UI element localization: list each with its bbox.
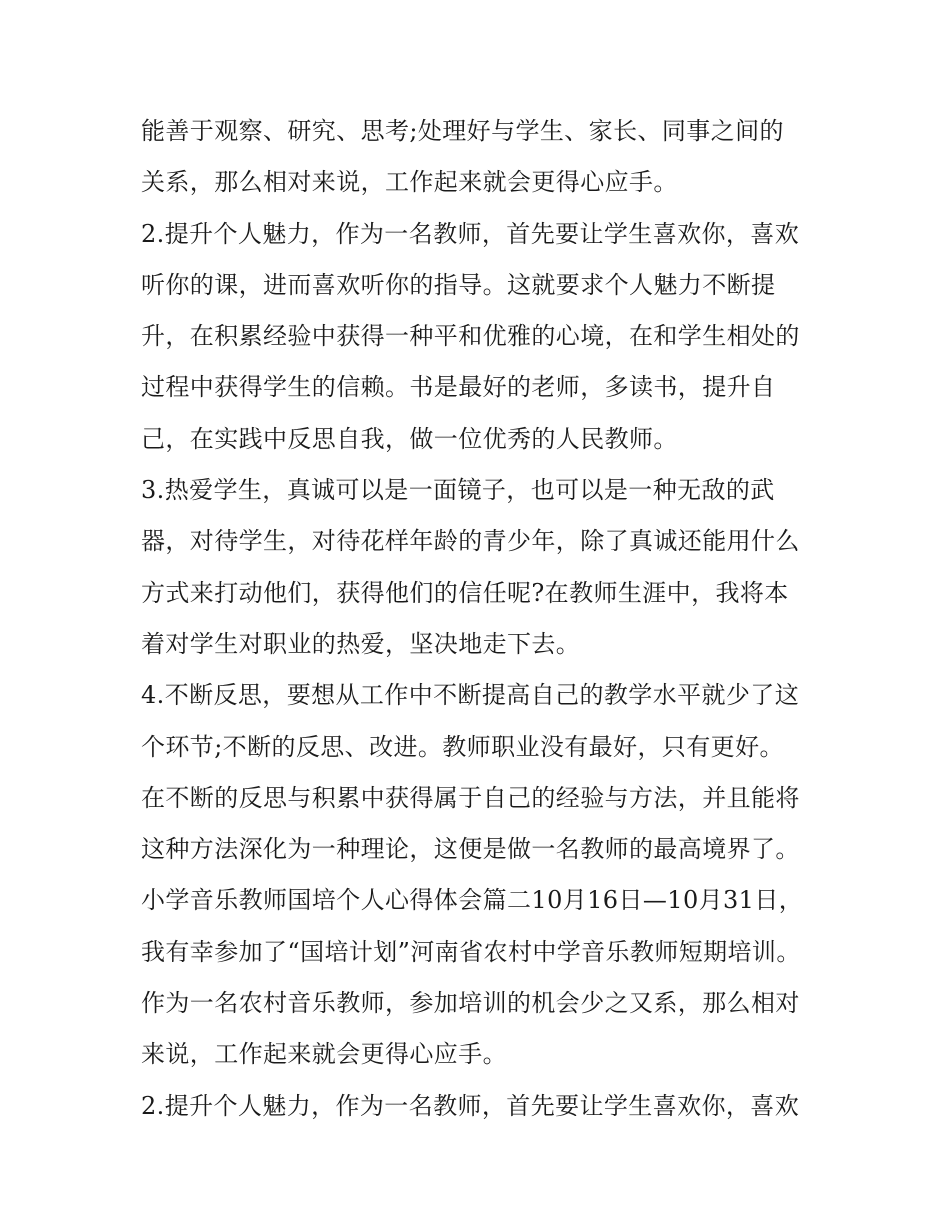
- text-line: 2.提升个人魅力，作为一名教师，首先要让学生喜欢你，喜欢: [141, 219, 800, 248]
- body-text: [141, 106, 821, 1132]
- text-line: 这种方法深化为一种理论，这便是做一名教师的最高境界了。: [141, 835, 800, 864]
- text-line: 3.热爱学生，真诚可以是一面镜子，也可以是一种无敌的武: [141, 476, 775, 505]
- text-line: 着对学生对职业的热爱，坚决地走下去。: [141, 629, 581, 658]
- text-line: 方式来打动他们，获得他们的信任呢?在教师生涯中，我将本: [141, 578, 789, 607]
- text-line: 关系，那么相对来说，工作起来就会更得心应手。: [141, 168, 678, 197]
- text-line: 小学音乐教师国培个人心得体会篇二10月16日—10月31日，: [141, 886, 804, 915]
- text-line: 器，对待学生，对待花样年龄的青少年，除了真诚还能用什么: [141, 527, 800, 556]
- text-line: 个环节;不断的反思、改进。教师职业没有最好，只有更好。: [141, 732, 784, 761]
- text-line: 己，在实践中反思自我，做一位优秀的人民教师。: [141, 424, 678, 453]
- text-line: 作为一名农村音乐教师，参加培训的机会少之又系，那么相对: [141, 989, 800, 1018]
- text-line: 升，在积累经验中获得一种平和优雅的心境，在和学生相处的: [141, 322, 800, 351]
- text-line: 过程中获得学生的信赖。书是最好的老师，多读书，提升自: [141, 373, 776, 402]
- text-line: 2.提升个人魅力，作为一名教师，首先要让学生喜欢你，喜欢: [141, 1091, 800, 1120]
- text-line: 听你的课，进而喜欢听你的指导。这就要求个人魅力不断提: [141, 270, 776, 299]
- text-line: 来说，工作起来就会更得心应手。: [141, 1040, 507, 1069]
- text-line: 在不断的反思与积累中获得属于自己的经验与方法，并且能将: [141, 783, 800, 812]
- text-line: 我有幸参加了“国培计划”河南省农村中学音乐教师短期培训。: [141, 937, 801, 966]
- text-line: 能善于观察、研究、思考;处理好与学生、家长、同事之间的: [141, 117, 784, 145]
- text-line: 4.不断反思，要想从工作中不断提高自己的教学水平就少了这: [141, 681, 800, 710]
